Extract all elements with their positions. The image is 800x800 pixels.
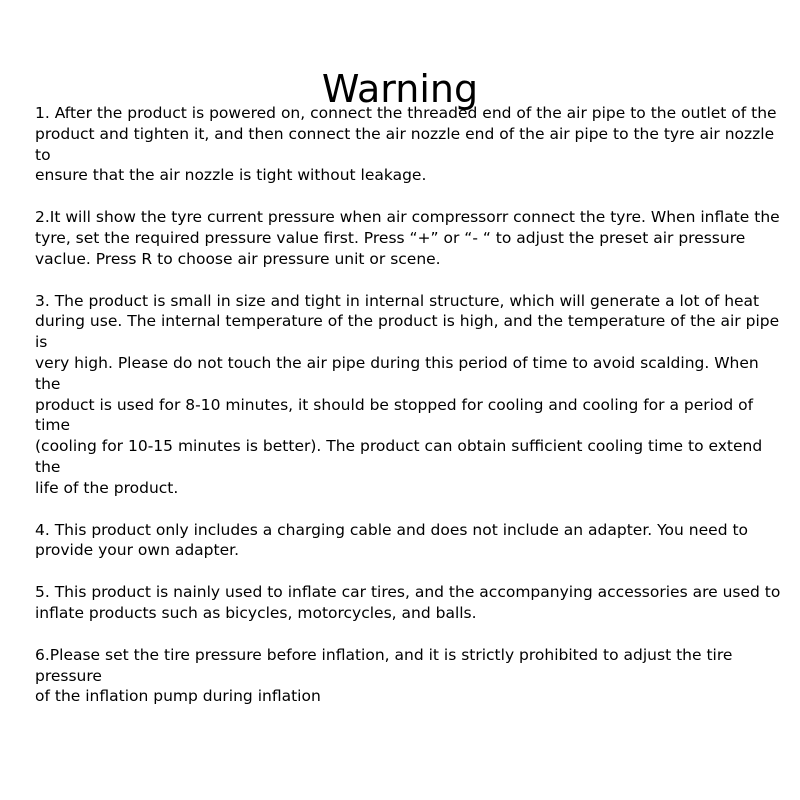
warning-paragraph-6: 6.Please set the tire pressure before inflation, and it is strictly prohibited to adjust the tire pressure of the inflation pump during inflation <box>35 645 733 706</box>
warning-paragraph-4: 4. This product only includes a charging cable and does not include an adapter. You need to provide your own adapter. <box>35 520 749 560</box>
page-title: Warning <box>321 67 479 112</box>
warning-paragraph-3: 3. The product is small in size and tight in internal structure, which will generate a lot of heat during use. The internal temperature of the product is high, and the temperature of the air pipe is very high. Please do not touch the air pipe during this period of time to avoid scalding. When the product is used for 8-10 minutes, it should be stopped for cooling and cooling for a period of time (cooling for 10-15 minutes is better). The product can obtain sufficient cooling time to extend the life of the product. <box>35 291 780 497</box>
warning-body <box>35 103 787 728</box>
warning-paragraph-5: 5. This product is nainly used to inflate car tires, and the accompanying accessories are used to inflate products such as bicycles, motorcycles, and balls. <box>35 583 781 622</box>
warning-paragraph-1: 1. After the product is powered on, connect the threaded end of the air pipe to the outlet of the product and tighten it, and then connect the air nozzle end of the air pipe to the tyre air nozzle to ensure that the air nozzle is tight without leakage. <box>35 104 777 185</box>
warning-paragraph-2: 2.It will show the tyre current pressure when air compressorr connect the tyre. When inflate the tyre, set the required pressure value first. Press “+” or “- “ to adjust the preset air pressure vaclue. Press R to choose air pressure unit or scene. <box>35 208 780 268</box>
